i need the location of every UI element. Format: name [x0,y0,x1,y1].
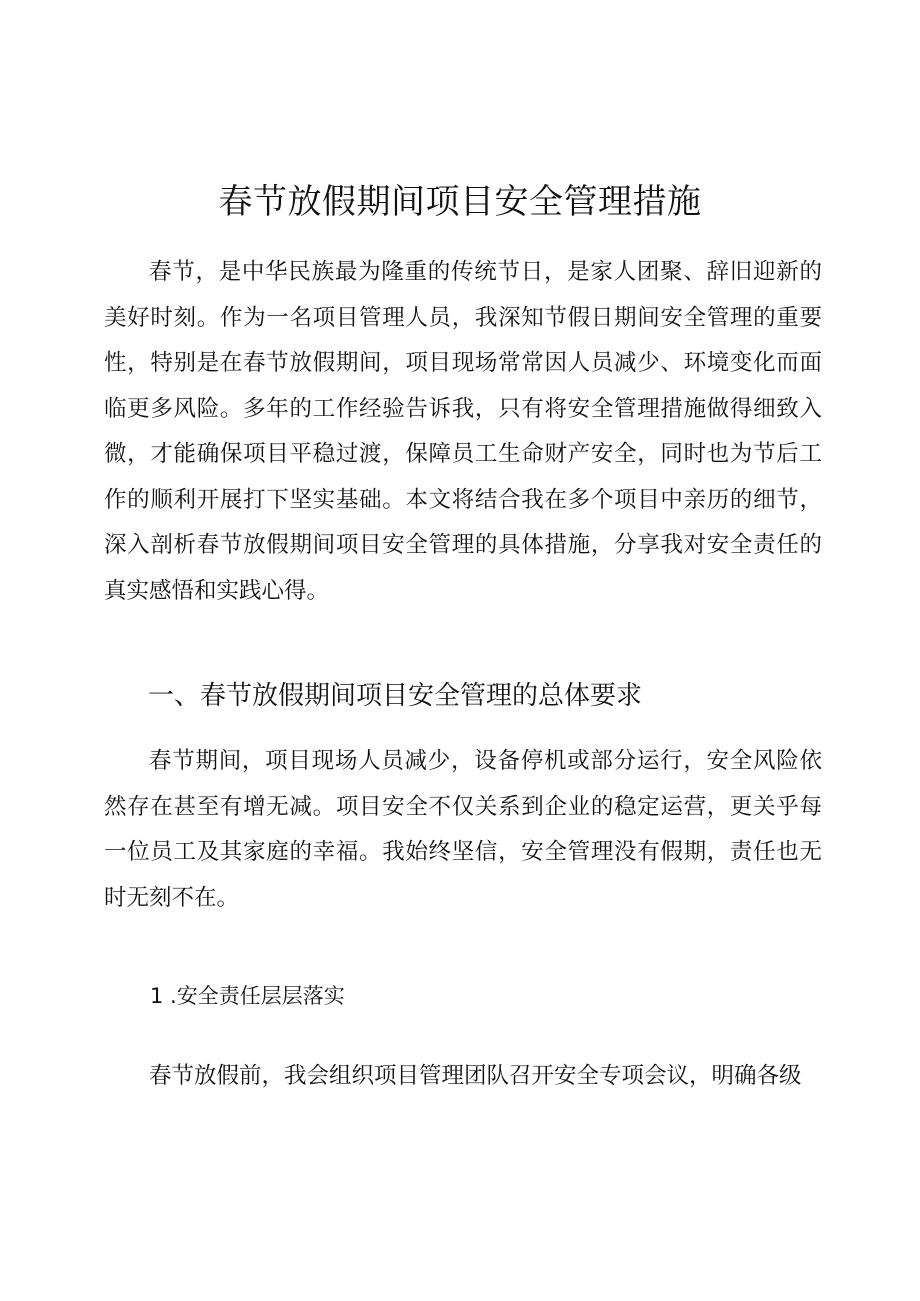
document-title: 春节放假期间项目安全管理措施 [218,182,702,222]
section-heading: 一、春节放假期间项目安全管理的总体要求 [148,681,643,711]
subsection-paragraph: 春节放假前，我会组织项目管理团队召开安全专项会议，明确各级 [149,1063,802,1089]
subsection-heading: 1 .安全责任层层落实 [150,984,345,1008]
section-paragraph: 春节期间，项目现场人员减少，设备停机或部分运行，安全风险依然存在甚至有增无减。项目安全不仅关系到企业的稳定运营，更关乎每一位员工及其家庭的幸福。我始终坚信，安全管理没有假期，责任也无时无刻不在。 [104,748,822,911]
intro-paragraph: 春节，是中华民族最为隆重的传统节日，是家人团聚、辞旧迎新的美好时刻。作为一名项目管理人员，我深知节假日期间安全管理的重要性，特别是在春节放假期间，项目现场常常因人员减少、环境变化而面临更多风险。多年的工作经验告诉我，只有将安全管理措施做得细致入微，才能确保项目平稳过渡，保障员工生命财产安全，同时也为节后工作的顺利开展打下坚实基础。本文将结合我在多个项目中亲历的细节，深入剖析春节放假期间项目安全管理的具体措施，分享我对安全责任的真实感悟和实践心得。 [104,259,822,604]
